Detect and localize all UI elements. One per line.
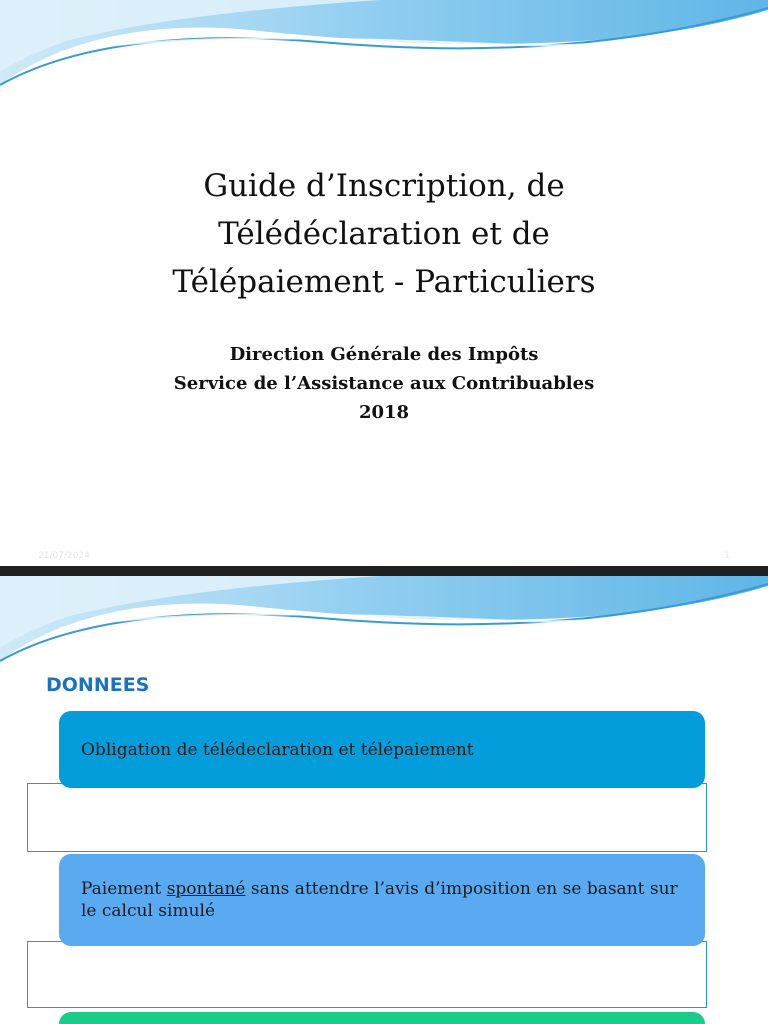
item-2-text-before: Paiement bbox=[81, 879, 167, 899]
item-3-header bbox=[59, 1012, 705, 1024]
subtitle-line-2: Service de l’Assistance aux Contribuables bbox=[173, 373, 595, 394]
decorative-wave-top bbox=[0, 0, 768, 100]
item-1-text: Obligation de télédeclaration et télépaiement bbox=[81, 739, 474, 760]
title-line-3: Télépaiement - Particuliers bbox=[172, 264, 596, 300]
section-heading: DONNEES bbox=[46, 674, 150, 696]
decorative-wave-top bbox=[0, 576, 768, 676]
footer-date: 21/07/2024 bbox=[38, 551, 90, 561]
item-2-header bbox=[59, 854, 705, 946]
subtitle-line-3: 2018 bbox=[358, 402, 410, 423]
item-2-text-after: sans attendre l’avis d’imposition en se basant sur le calcul simulé bbox=[81, 879, 678, 921]
slide-subtitle bbox=[0, 340, 768, 427]
item-2-underlined-word: spontané bbox=[166, 879, 246, 899]
item-2-text bbox=[81, 878, 683, 922]
title-line-1: Guide d’Inscription, de bbox=[203, 168, 565, 204]
page-number: 1 bbox=[724, 551, 730, 561]
title-line-2: Télédéclaration et de bbox=[218, 216, 550, 252]
item-2-detail-box bbox=[27, 941, 707, 1008]
slide-title bbox=[0, 162, 768, 306]
item-1-header bbox=[59, 711, 705, 788]
slide-2 bbox=[0, 576, 768, 1024]
item-1-detail-box bbox=[27, 783, 707, 852]
subtitle-line-1: Direction Générale des Impôts bbox=[229, 344, 539, 365]
